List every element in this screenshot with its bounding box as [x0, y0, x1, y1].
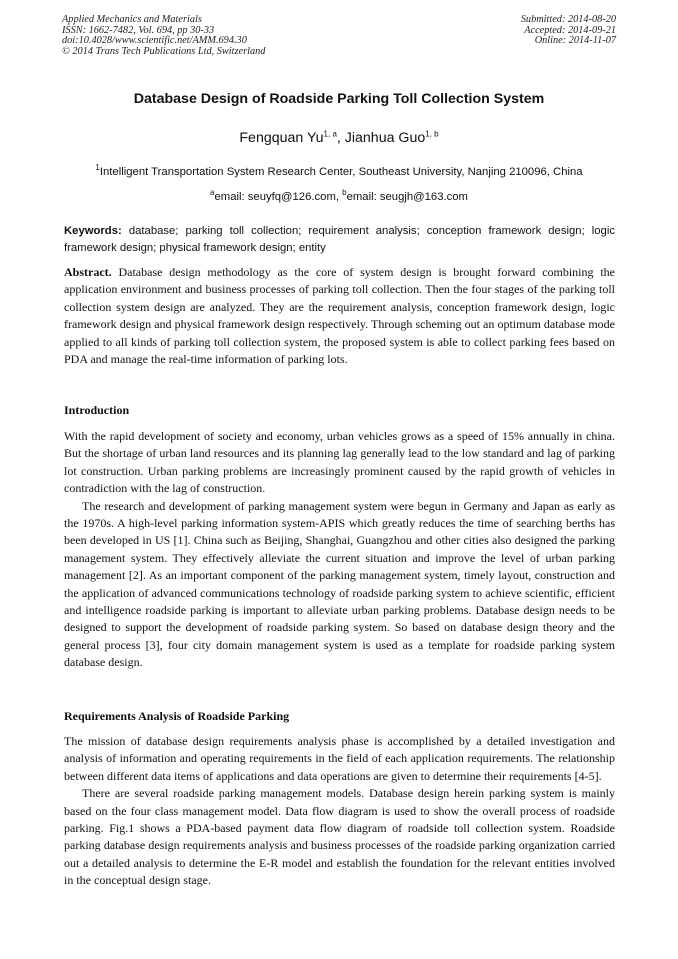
- email-text: email: seugjh@163.com: [346, 191, 468, 203]
- author-separator: ,: [336, 130, 345, 146]
- paragraph: With the rapid development of society and economy, urban vehicles grows as a speed of 15% annually in china. But the shortage of urban land resources and its planning lag generally lead to the low standard and lag of parking lot construction. Urban parking problems are increasingly prominent caused by the rapid growth of vehicles in contradiction with the lag of construction.: [64, 429, 615, 496]
- affiliation-text: Intelligent Transportation System Research Center, Southeast University, Nanjing 210096, China: [99, 166, 583, 178]
- submitted-date: Submitted: 2014-08-20: [520, 14, 616, 25]
- author-line: [0, 130, 678, 146]
- introduction-body: [64, 428, 615, 672]
- paragraph: The research and development of parking management system were begun in Germany and Japan as early as the 1970s. A high-level parking information system-APIS which greatly reduces the time of searching berths has been developed in US [1]. China such as Beijing, Shanghai, Guangzhou and other cities also designed the parking management system. They effectively alleviate the current situation and improve the level of urban parking management [2]. As an important component of the parking management system, timely layout, construction and the application of advanced communications technology of roadside parking system to achieve scientific, efficient and intelligence roadside parking is important to alleviate urban parking problems. Database design needs to be designed to support the development of roadside parking system. So based on database design theory and the general process [3], four city domain management system is used as a template for roadside parking system database design.: [64, 498, 615, 670]
- email-line: [0, 188, 678, 203]
- abstract-text: Database design methodology as the core of system design is brought forward combining the application environment and business processes of parking toll collection. Then the four stages of the parking toll collection system design are analyzed. They are the requirement analysis, conception framework design, logic framework design and physical framework design respectively. Through scheming out an optimum database mode applied to all kinds of parking toll collection system, the proposed system is able to collect parking fees based on PDA and manage the real-time information of parking lots.: [64, 265, 615, 367]
- author-affiliation-mark: 1, a: [323, 129, 337, 139]
- abstract: [64, 264, 615, 368]
- keywords-text: database; parking toll collection; requirement analysis; conception framework design; logic framework design; physical framework design; entity: [64, 225, 615, 254]
- affiliation-mark: 1: [95, 163, 100, 173]
- section-heading-requirements: Requirements Analysis of Roadside Parking: [64, 709, 290, 723]
- keywords-label: Keywords:: [64, 225, 122, 237]
- doi-line: doi:10.4028/www.scientific.net/AMM.694.30: [62, 35, 247, 47]
- online-date: Online: 2014-11-07: [534, 35, 616, 47]
- email-mark: a: [210, 188, 215, 198]
- journal-name: Applied Mechanics and Materials: [62, 14, 202, 25]
- copyright-line: © 2014 Trans Tech Publications Ltd, Switzerland: [62, 45, 266, 57]
- author-name: Fengquan Yu: [239, 130, 324, 146]
- paragraph: There are several roadside parking management models. Database design herein parking system is mainly based on the four class management model. Data flow diagram is used to show the overall process of roadside parking. Fig.1 shows a PDA-based payment data flow diagram of roadside toll collection system. Roadside parking database design requirements analysis and business processes of the roadside parking organization carried out a detailed analysis to determine the E-R model and establish the foundation for the relevant entities involved in the conceptual design stage.: [64, 786, 615, 888]
- keywords: [64, 223, 615, 257]
- publication-dates: [521, 15, 616, 47]
- abstract-label: Abstract.: [64, 265, 112, 279]
- paragraph: The mission of database design requirements analysis phase is accomplished by a detailed investigation and analysis of information and operating requirements in the field of each application requirements. The relationship between different data items of applications and data operations are given to determine their requirements [4-5].: [64, 734, 615, 783]
- accepted-date: Accepted: 2014-09-21: [524, 24, 616, 36]
- email-mark: b: [342, 188, 347, 198]
- paper-title: Database Design of Roadside Parking Toll Collection System: [133, 91, 545, 107]
- author-name: Jianhua Guo: [344, 130, 426, 146]
- affiliation: [0, 163, 678, 178]
- requirements-body: [64, 733, 615, 890]
- email-text: email: seuyfq@126.com,: [214, 191, 343, 203]
- author-affiliation-mark: 1, b: [425, 129, 439, 139]
- journal-info: [62, 15, 265, 57]
- issn-line: ISSN: 1662-7482, Vol. 694, pp 30-33: [62, 24, 215, 36]
- section-heading-introduction: Introduction: [64, 403, 130, 417]
